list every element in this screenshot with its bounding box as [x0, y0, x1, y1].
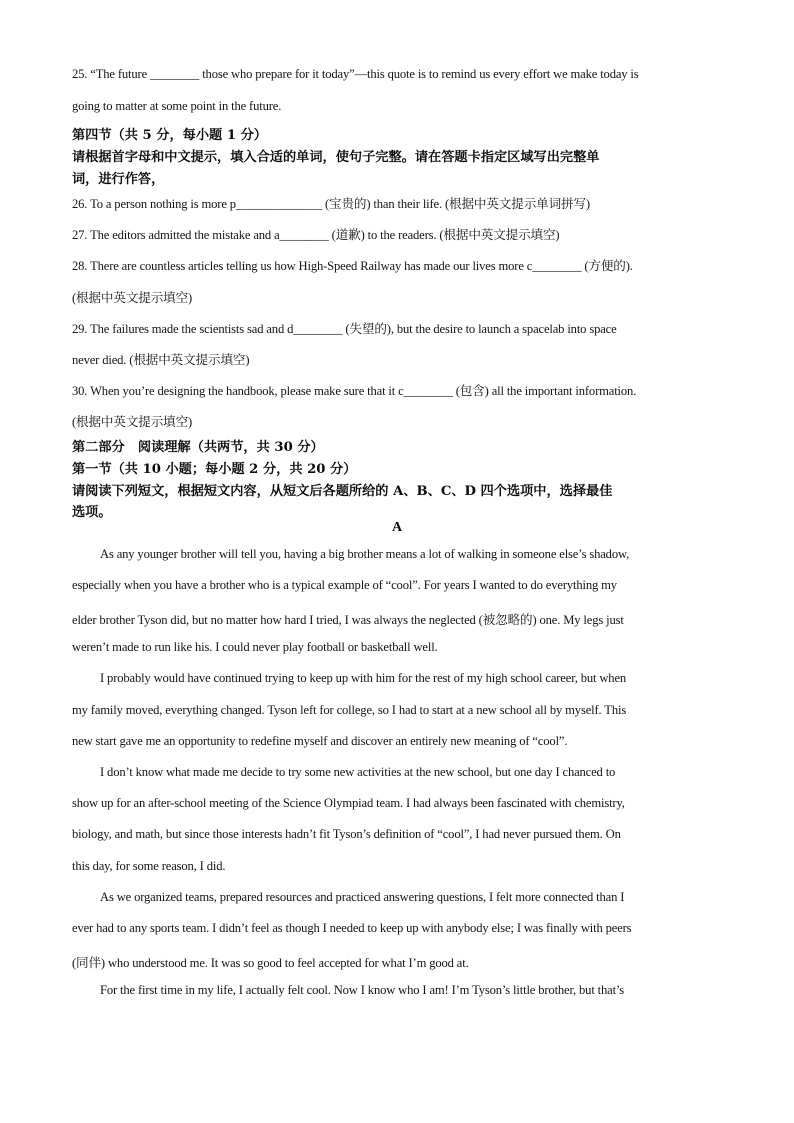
passage-line: show up for an after-school meeting of the Science Olympiad team. I had always been fascinated with chemistry, [72, 796, 625, 810]
question-29-line-2: never died. (根据中英文提示填空) [72, 353, 250, 367]
passage-line: I probably would have continued trying to keep up with him for the rest of my high school career, but when [100, 671, 627, 685]
passage-line: (同伴) who understood me. It was so good to feel accepted for what I’m good at. [72, 956, 469, 970]
part-2-instruction-line-1: 请阅读下列短文，根据短文内容，从短文后各题所给的 A、B、C、D 四个选项中，选择最佳 [72, 484, 613, 499]
section-4-title: 第四节（共 5 分，每小题 1 分） [72, 128, 267, 143]
passage-line: elder brother Tyson did, but no matter how hard I tried, I was always the neglected (被忽略的) one. My legs just [72, 613, 624, 627]
question-27: 27. The editors admitted the mistake and a________ (道歉) to the readers. (根据中英文提示填空) [72, 228, 560, 242]
passage-line: my family moved, everything changed. Tyson left for college, so I had to start at a new school all by myself. This [72, 703, 627, 717]
question-26: 26. To a person nothing is more p______________ (宝贵的) than their life. (根据中英文提示单词拼写) [72, 197, 590, 211]
question-28-line-1: 28. There are countless articles telling us how High-Speed Railway has made our lives more c________ (方便的). [72, 259, 633, 273]
passage-line: weren’t made to run like his. I could never play football or basketball well. [72, 640, 438, 654]
question-30-line-2: (根据中英文提示填空) [72, 415, 193, 429]
part-2-section-1-title: 第一节（共 10 小题；每小题 2 分，共 20 分） [72, 462, 357, 477]
part-2-instruction-line-2: 选项。 [72, 505, 112, 520]
question-29-line-1: 29. The failures made the scientists sad and d________ (失望的), but the desire to launch a spacelab into space [72, 322, 617, 336]
passage-line: new start gave me an opportunity to redefine myself and discover an entirely new meaning of “cool”. [72, 734, 568, 748]
question-25-line-2: going to matter at some point in the future. [72, 99, 282, 113]
passage-line: For the first time in my life, I actually felt cool. Now I know who I am! I’m Tyson’s little brother, but that’s [100, 983, 625, 997]
passage-line: biology, and math, but since those interests hadn’t fit Tyson’s definition of “cool”, I had never pursued them. On [72, 827, 621, 841]
passage-line: As we organized teams, prepared resources and practiced answering questions, I felt more connected than I [100, 890, 625, 904]
passage-line: especially when you have a brother who is a typical example of “cool”. For years I wanted to do everything my [72, 578, 617, 592]
passage-line: ever had to any sports team. I didn’t feel as though I needed to keep up with anybody else; I was finally with peers [72, 921, 632, 935]
passage-line: I don’t know what made me decide to try some new activities at the new school, but one day I chanced to [100, 765, 616, 779]
passage-label: A [391, 520, 403, 535]
section-4-instruction-line-2: 词，进行作答， [72, 172, 165, 187]
part-2-title: 第二部分 阅读理解（共两节，共 30 分） [72, 440, 324, 455]
section-4-instruction-line-1: 请根据首字母和中文提示，填入合适的单词，使句子完整。请在答题卡指定区域写出完整单 [72, 150, 600, 165]
passage-line: this day, for some reason, I did. [72, 859, 226, 873]
question-28-line-2: (根据中英文提示填空) [72, 291, 193, 305]
question-25-line-1: 25. “The future ________ those who prepare for it today”—this quote is to remind us every effort we make today is [72, 67, 639, 81]
passage-line: As any younger brother will tell you, having a big brother means a lot of walking in someone else’s shadow, [100, 547, 630, 561]
question-30-line-1: 30. When you’re designing the handbook, please make sure that it c________ (包含) all the important information. [72, 384, 637, 398]
